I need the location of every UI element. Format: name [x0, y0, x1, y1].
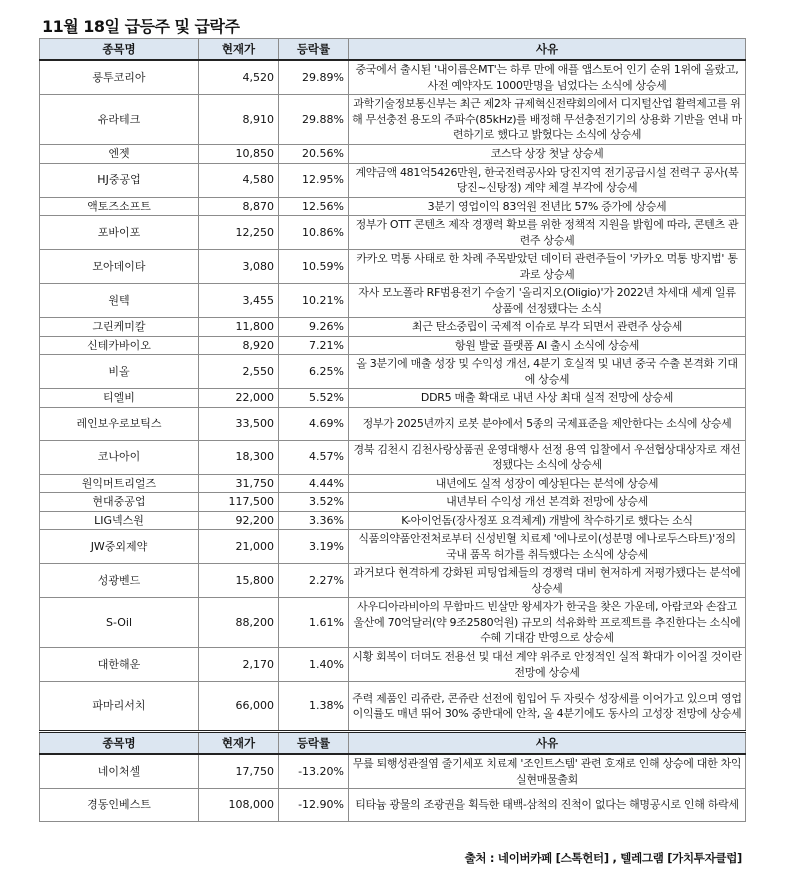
stock-change: 1.61%: [279, 598, 349, 648]
stock-change: 20.56%: [279, 145, 349, 164]
table-row: [40, 163, 746, 197]
stock-reason: 정부가 OTT 콘텐츠 제작 경쟁력 확보를 위한 정책적 지원을 밝힘에 따라, 콘텐츠 관련주 상승세: [349, 216, 746, 250]
stock-reason: 내년에도 실적 성장이 예상된다는 분석에 상승세: [349, 474, 746, 493]
stock-name: 성광벤드: [40, 564, 199, 598]
header-change: 등락률: [279, 732, 349, 755]
stock-name: 신테카바이오: [40, 336, 199, 355]
stock-name: 티엘비: [40, 389, 199, 408]
stock-name: 현대중공업: [40, 493, 199, 512]
stock-name: 레인보우로보틱스: [40, 407, 199, 440]
stock-change: 10.59%: [279, 250, 349, 284]
stock-price: 3,455: [199, 284, 279, 318]
stock-reason: 내년부터 수익성 개선 본격화 전망에 상승세: [349, 493, 746, 512]
stock-price: 8,920: [199, 336, 279, 355]
stock-change: 29.88%: [279, 95, 349, 145]
stock-name: 원익머트리얼즈: [40, 474, 199, 493]
table-row: [40, 511, 746, 530]
stock-price: 88,200: [199, 598, 279, 648]
stock-price: 22,000: [199, 389, 279, 408]
stock-name: 모아데이타: [40, 250, 199, 284]
stock-reason: 경북 김천시 김천사랑상품권 운영대행사 선정 용역 입찰에서 우선협상대상자로 재선정됐다는 소식에 상승세: [349, 440, 746, 474]
stock-name: 경동인베스트: [40, 789, 199, 822]
stock-price: 117,500: [199, 493, 279, 512]
stock-price: 11,800: [199, 318, 279, 337]
table-row: [40, 682, 746, 732]
stock-price: 2,550: [199, 355, 279, 389]
stock-change: 29.89%: [279, 60, 349, 95]
stock-price: 2,170: [199, 648, 279, 682]
table-row: [40, 60, 746, 95]
stock-price: 4,580: [199, 163, 279, 197]
header-price: 현재가: [199, 39, 279, 61]
header-name: 종목명: [40, 39, 199, 61]
stock-change: 1.40%: [279, 648, 349, 682]
table-row: [40, 318, 746, 337]
table-row: [40, 493, 746, 512]
stock-price: 4,520: [199, 60, 279, 95]
stock-reason: 과학기술정보통신부는 최근 제2차 규제혁신전략회의에서 디지털산업 활력제고를 위해 무선충전 용도의 주파수(85kHz)를 배정해 무선충전기기의 상용화 기반을 연내 마련하기로 했다고 밝혔다는 소식에 상승세: [349, 95, 746, 145]
stock-price: 3,080: [199, 250, 279, 284]
stock-reason: 중국에서 출시된 '내이름은MT'는 하루 만에 애플 앱스토어 인기 순위 1위에 올랐고, 사전 예약자도 1000만명을 넘었다는 소식에 상승세: [349, 60, 746, 95]
table-row: [40, 648, 746, 682]
stock-change: 4.69%: [279, 407, 349, 440]
table-row: [40, 407, 746, 440]
stock-change: 4.57%: [279, 440, 349, 474]
stock-name: 액토즈소프트: [40, 197, 199, 216]
stock-name: 유라테크: [40, 95, 199, 145]
stock-change: 3.19%: [279, 530, 349, 564]
stock-price: 108,000: [199, 789, 279, 822]
stock-change: 4.44%: [279, 474, 349, 493]
stock-change: 1.38%: [279, 682, 349, 732]
stock-name: 원텍: [40, 284, 199, 318]
stock-name: 대한해운: [40, 648, 199, 682]
stock-name: LIG넥스원: [40, 511, 199, 530]
table-row: [40, 530, 746, 564]
stock-change: 3.36%: [279, 511, 349, 530]
table-row: [40, 474, 746, 493]
losers-body: [40, 754, 746, 822]
stock-price: 8,870: [199, 197, 279, 216]
stock-price: 31,750: [199, 474, 279, 493]
stock-change: 5.52%: [279, 389, 349, 408]
stock-name: 코나아이: [40, 440, 199, 474]
stock-price: 12,250: [199, 216, 279, 250]
stock-reason: 티타늄 광물의 조광권을 획득한 태백-삼척의 진척이 없다는 해명공시로 인해 하락세: [349, 789, 746, 822]
table-row: [40, 216, 746, 250]
stock-name: 그린케미칼: [40, 318, 199, 337]
table-row: [40, 336, 746, 355]
stock-reason: 무릎 퇴행성관절염 줄기세포 치료제 '조인트스템' 관련 호재로 인해 상승에 대한 차익실현매물출회: [349, 754, 746, 789]
stock-price: 17,750: [199, 754, 279, 789]
page-title: 11월 18일 급등주 및 급락주: [42, 17, 240, 36]
stock-change: 2.27%: [279, 564, 349, 598]
stock-change: 12.56%: [279, 197, 349, 216]
stock-change: -13.20%: [279, 754, 349, 789]
stock-change: 10.86%: [279, 216, 349, 250]
header-row-gainers: [40, 39, 746, 61]
stock-reason: DDR5 매출 확대로 내년 사상 최대 실적 전망에 상승세: [349, 389, 746, 408]
stock-reason: 3분기 영업이익 83억원 전년比 57% 증가에 상승세: [349, 197, 746, 216]
header-name: 종목명: [40, 732, 199, 755]
stock-reason: 계약금액 481억5426만원, 한국전력공사와 당진지역 전기공급시설 전력구 공사(북당진~신탕정) 계약 체결 부각에 상승세: [349, 163, 746, 197]
stock-change: 7.21%: [279, 336, 349, 355]
stock-reason: 코스닥 상장 첫날 상승세: [349, 145, 746, 164]
table-row: [40, 145, 746, 164]
table-row: [40, 440, 746, 474]
header-row-losers: [40, 732, 746, 755]
stock-change: 9.26%: [279, 318, 349, 337]
stock-change: -12.90%: [279, 789, 349, 822]
stock-change: 12.95%: [279, 163, 349, 197]
stock-price: 33,500: [199, 407, 279, 440]
stock-name: 비올: [40, 355, 199, 389]
table-row: [40, 355, 746, 389]
stock-name: HJ중공업: [40, 163, 199, 197]
table-row: [40, 95, 746, 145]
stock-reason: 올 3분기에 매출 성장 및 수익성 개선, 4분기 호실적 및 내년 중국 수출 본격화 기대에 상승세: [349, 355, 746, 389]
source-note: 출처 : 네이버카페 [스톡헌터] , 텔레그램 [가치투자클럽]: [464, 851, 742, 865]
stock-price: 92,200: [199, 511, 279, 530]
stock-reason: 주력 제품인 리쥬란, 콘쥬란 선전에 힘입어 두 자릿수 성장세를 이어가고 있으며 영업이익률도 매년 뛰어 30% 중반대에 안착, 올 4분기에도 동사의 고성장 전망에 상승세: [349, 682, 746, 732]
stock-reason: 과거보다 현격하게 강화된 피팅업체들의 경쟁력 대비 현저하게 저평가됐다는 분석에 상승세: [349, 564, 746, 598]
stock-price: 8,910: [199, 95, 279, 145]
stock-reason: 자사 모노폴라 RF범용전기 수술기 '올리지오(Oligio)'가 2022년 차세대 세계 일류 상품에 선정됐다는 소식: [349, 284, 746, 318]
stock-change: 10.21%: [279, 284, 349, 318]
table-row: [40, 389, 746, 408]
table-row: [40, 789, 746, 822]
stock-reason: 최근 탄소중립이 국제적 이슈로 부각 되면서 관련주 상승세: [349, 318, 746, 337]
table-row: [40, 197, 746, 216]
stock-reason: 정부가 2025년까지 로봇 분야에서 5종의 국제표준을 제안한다는 소식에 상승세: [349, 407, 746, 440]
stock-price: 18,300: [199, 440, 279, 474]
table-row: [40, 754, 746, 789]
stock-change: 6.25%: [279, 355, 349, 389]
stock-name: 포바이포: [40, 216, 199, 250]
stock-name: 엔젯: [40, 145, 199, 164]
stock-table: [39, 38, 746, 822]
stock-reason: 카카오 먹통 사태로 한 차례 주목받았던 데이터 관련주들이 '카카오 먹통 방지법' 통과로 상승세: [349, 250, 746, 284]
stock-price: 15,800: [199, 564, 279, 598]
header-price: 현재가: [199, 732, 279, 755]
stock-reason: 시황 회복이 더뎌도 전용선 및 대선 계약 위주로 안정적인 실적 확대가 이어질 것이란 전망에 상승세: [349, 648, 746, 682]
stock-reason: 항원 발굴 플랫폼 AI 출시 소식에 상승세: [349, 336, 746, 355]
table-row: [40, 564, 746, 598]
stock-change: 3.52%: [279, 493, 349, 512]
stock-reason: 식품의약품안전처로부터 신성빈혈 치료제 '에나로이(성분명 에나로두스타트)'정의 국내 품목 허가를 취득했다는 소식에 상승세: [349, 530, 746, 564]
table-row: [40, 598, 746, 648]
stock-name: JW중외제약: [40, 530, 199, 564]
header-reason: 사유: [349, 39, 746, 61]
stock-name: 파마리서치: [40, 682, 199, 732]
stock-name: 네이처셀: [40, 754, 199, 789]
header-reason: 사유: [349, 732, 746, 755]
stock-name: S-Oil: [40, 598, 199, 648]
stock-price: 21,000: [199, 530, 279, 564]
table-row: [40, 284, 746, 318]
stock-name: 룽투코리아: [40, 60, 199, 95]
stock-price: 10,850: [199, 145, 279, 164]
header-change: 등락률: [279, 39, 349, 61]
stock-reason: K-아이언돔(장사정포 요격체계) 개발에 착수하기로 했다는 소식: [349, 511, 746, 530]
table-row: [40, 250, 746, 284]
stock-reason: 사우디아라비아의 무함마드 빈살만 왕세자가 한국을 찾은 가운데, 아람코와 손잡고 울산에 70억달러(약 9조2580억원) 규모의 석유화학 프로젝트를 추진한다는 소식에 수혜 기대감 반영으로 상승세: [349, 598, 746, 648]
gainers-body: [40, 60, 746, 732]
stock-price: 66,000: [199, 682, 279, 732]
